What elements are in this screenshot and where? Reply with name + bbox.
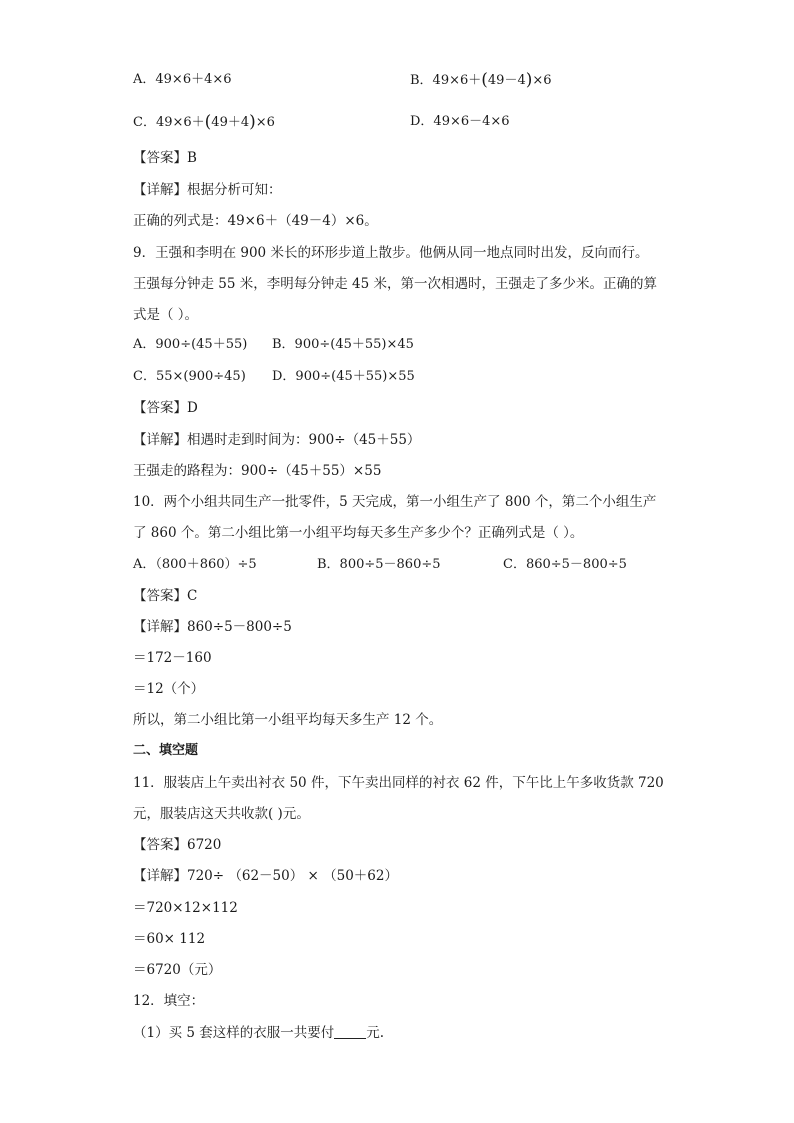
q8-option-b: B．49×6＋(49－4)×6 xyxy=(410,70,552,90)
q9-stem-line-1: 9．王强和李明在 900 米长的环形步道上散步。他俩从同一地点同时出发，反向而行。 xyxy=(133,245,649,261)
q11-stem-line-2: 元，服装店这天共收款( )元。 xyxy=(133,806,310,822)
q8-detail-2: 正确的列式是：49×6＋（49－4）×6。 xyxy=(133,213,378,229)
q9-detail-2: 王强走的路程为：900÷（45＋55）×55 xyxy=(133,463,382,479)
q10-detail-2: ＝172－160 xyxy=(133,650,212,666)
q8-answer: 【答案】B xyxy=(133,150,197,166)
q10-answer: 【答案】C xyxy=(133,588,198,604)
q12-subquestion-1: （1）买 5 套这样的衣服一共要付 元. xyxy=(133,1025,385,1041)
q11-answer: 【答案】6720 xyxy=(133,837,222,853)
q11-detail-3: ＝60× 112 xyxy=(133,931,206,947)
answer-blank xyxy=(334,1024,366,1039)
q9-stem-line-3: 式是（ ）。 xyxy=(133,307,199,323)
q11-stem-line-1: 11．服装店上午卖出衬衣 50 件，下午卖出同样的衬衣 62 件，下午比上午多收货款 720 xyxy=(133,775,664,791)
q8-option-a: A．49×6＋4×6 xyxy=(133,72,232,87)
q9-detail-1: 【详解】相遇时走到时间为：900÷（45＋55） xyxy=(133,432,421,448)
q10-detail-1: 【详解】860÷5－800÷5 xyxy=(133,619,292,635)
q9-option-c: C．55×(900÷45) xyxy=(133,369,246,384)
q11-detail-4: ＝6720（元） xyxy=(133,962,222,978)
q8-option-c: C．49×6＋(49＋4)×6 xyxy=(133,112,275,132)
q10-detail-3: ＝12（个） xyxy=(133,681,205,697)
section-heading: 二、填空题 xyxy=(133,743,199,758)
q11-detail-1: 【详解】720÷ （62－50） × （50＋62） xyxy=(133,868,398,884)
q10-detail-4: 所以，第二小组比第一小组平均每天多生产 12 个。 xyxy=(133,712,443,728)
q9-option-b: B．900÷(45＋55)×45 xyxy=(272,337,414,352)
q10-option-b: B．800÷5－860÷5 xyxy=(317,557,441,572)
q9-answer: 【答案】D xyxy=(133,400,198,416)
q12-stem: 12．填空： xyxy=(133,993,205,1009)
q11-detail-2: ＝720×12×112 xyxy=(133,900,238,916)
q9-option-a: A．900÷(45＋55) xyxy=(133,337,248,352)
q8-option-d: D．49×6－4×6 xyxy=(410,114,510,129)
q8-detail-1: 【详解】根据分析可知： xyxy=(133,182,282,198)
q10-stem-line-1: 10．两个小组共同生产一批零件，5 天完成，第一小组生产了 800 个，第二个小组生产 xyxy=(133,494,657,510)
q10-option-a: A．（800＋860）÷5 xyxy=(133,557,257,572)
q9-option-d: D．900÷(45＋55)×55 xyxy=(272,369,415,384)
q10-option-c: C．860÷5－800÷5 xyxy=(503,557,627,572)
q10-stem-line-2: 了 860 个。第二小组比第一小组平均每天多生产多少个？正确列式是（ ）。 xyxy=(133,525,584,541)
q9-stem-line-2: 王强每分钟走 55 米，李明每分钟走 45 米，第一次相遇时，王强走了多少米。正确的算 xyxy=(133,276,658,292)
